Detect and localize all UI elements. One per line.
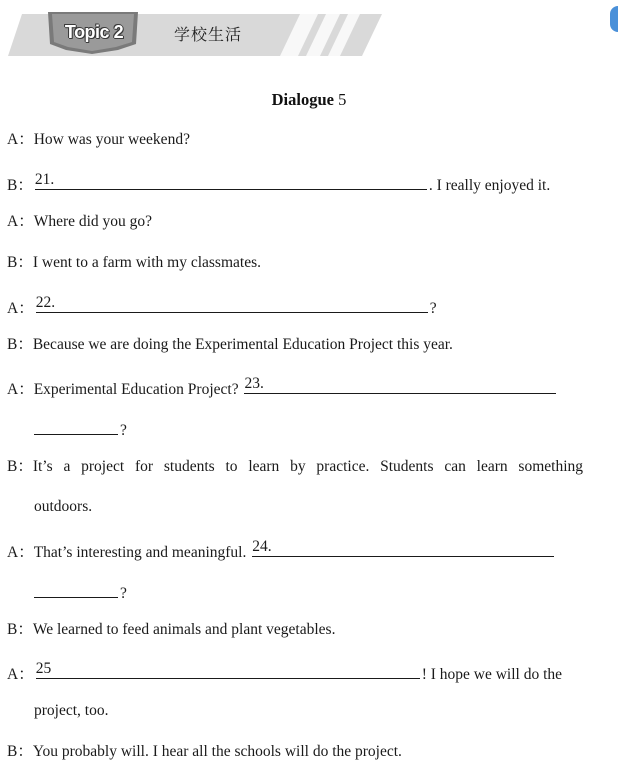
blank-number: 21. (34, 171, 55, 188)
blank-number: 23. (244, 375, 264, 392)
line-text: ? (429, 300, 437, 317)
dialogue-title-word: Dialogue (271, 90, 334, 109)
speaker-label: A： (7, 544, 34, 561)
line-text: . I really enjoyed it. (428, 177, 551, 194)
dialogue-line-9 (7, 537, 556, 559)
dialogue-line-10 (7, 619, 335, 641)
answer-blank-21[interactable] (35, 170, 427, 190)
dialogue-line-11-cont (34, 700, 108, 722)
dialogue-line-8-cont (34, 496, 92, 518)
line-text: ? (120, 422, 127, 439)
section-title: 学校生活 (174, 25, 243, 44)
dialogue-line-7-cont (34, 415, 127, 437)
answer-blank-23[interactable] (244, 374, 556, 394)
dialogue-line-12 (7, 741, 402, 763)
speaker-label: B： (7, 743, 33, 760)
dialogue-title-number: 5 (338, 90, 347, 109)
line-text: How was your weekend? (33, 131, 190, 148)
blank-number: 25 (35, 660, 52, 677)
line-text: Because we are doing the Experimental Education Project this year. (32, 336, 453, 353)
line-text: Experimental Education Project? (33, 381, 243, 398)
answer-blank-24-cont[interactable] (34, 578, 118, 598)
blank-number: 24. (252, 538, 272, 555)
line-text: We learned to feed animals and plant vegetables. (32, 621, 336, 638)
speaker-label: B： (7, 177, 33, 194)
topic-label: Topic 2 (64, 22, 124, 42)
speaker-label: A： (7, 381, 34, 398)
dialogue-line-2 (7, 170, 550, 192)
line-text: ! I hope we will do the (421, 666, 563, 683)
dialogue-line-7 (7, 374, 558, 396)
speaker-label: B： (7, 458, 33, 475)
line-text: I went to a farm with my classmates. (32, 254, 261, 271)
speaker-label: A： (7, 300, 34, 317)
answer-blank-22[interactable] (36, 293, 428, 313)
dialogue-line-8 (7, 456, 583, 478)
dialogue-line-11 (7, 659, 562, 681)
corner-marker (610, 6, 618, 32)
dialogue-line-9-cont (34, 578, 127, 600)
dialogue-line-1 (7, 129, 190, 151)
blank-number: 22. (35, 294, 56, 311)
line-text: It’s a project for students to learn by practice. Students can learn something (32, 458, 583, 475)
dialogue-line-4 (7, 252, 261, 274)
line-text: ? (120, 585, 127, 602)
dialogue-line-3 (7, 211, 152, 233)
speaker-label: B： (7, 336, 33, 353)
line-text: You probably will. I hear all the schools will do the project. (32, 743, 402, 760)
line-text: project, too. (34, 702, 109, 719)
answer-blank-23-cont[interactable] (34, 415, 118, 435)
dialogue-line-5 (7, 293, 437, 315)
answer-blank-24[interactable] (252, 537, 554, 557)
speaker-label: B： (7, 621, 33, 638)
speaker-label: A： (7, 213, 34, 230)
line-text: That’s interesting and meaningful. (33, 544, 251, 561)
line-text: outdoors. (34, 498, 93, 515)
speaker-label: B： (7, 254, 33, 271)
line-text: Where did you go? (33, 213, 153, 230)
dialogue-line-6 (7, 334, 453, 356)
speaker-label: A： (7, 131, 34, 148)
answer-blank-25[interactable] (36, 659, 420, 679)
speaker-label: A： (7, 666, 34, 683)
dialogue-title (0, 90, 618, 110)
topic-banner (0, 0, 618, 70)
